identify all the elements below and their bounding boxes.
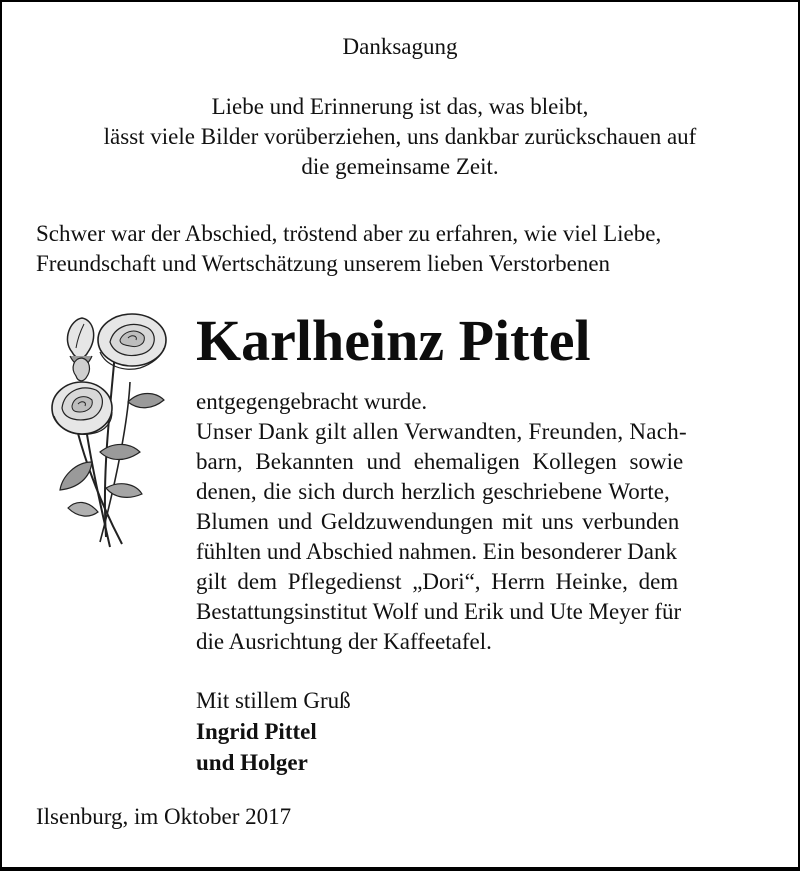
signature-family: und Holger [196,750,308,775]
body-line: Blumen und Geldzuwendungen mit uns verbunden [196,509,680,534]
thanks-text [196,387,772,657]
intro-line: Freundschaft und Wertschätzung unserem lieben Verstorbenen [36,251,611,276]
closing-greeting: Mit stillem Gruß [196,688,351,713]
intro-text [36,219,776,279]
roses-icon [40,312,174,552]
place-date: Ilsenburg, im Oktober 2017 [36,804,292,829]
signature-name: Ingrid Pittel [196,719,317,744]
body-line: entgegengebracht wurde. [196,389,428,414]
obituary-notice [2,2,798,867]
body-line: Unser Dank gilt allen Verwandten, Freunden, Nach- [196,419,687,444]
poem-line: lässt viele Bilder vorüberziehen, uns dankbar zurückschauen auf [103,124,697,149]
body-line: denen, die sich durch herzlich geschriebene Worte, [196,479,670,504]
poem-line: Liebe und Erinnerung ist das, was bleibt, [211,94,589,119]
memorial-poem [2,92,798,182]
body-line: fühlten und Abschied nahmen. Ein besonderer Dank [196,539,677,564]
body-line: Bestattungsinstitut Wolf und Erik und Ute Meyer für [196,599,682,624]
intro-line: Schwer war der Abschied, tröstend aber zu erfahren, wie viel Liebe, [36,221,662,246]
body-line: die Ausrichtung der Kaffeetafel. [196,629,492,654]
deceased-name: Karlheinz Pittel [196,308,591,373]
body-line: gilt dem Pflegedienst „Dori“, Herrn Heinke, dem [196,569,679,594]
poem-line: die gemeinsame Zeit. [301,154,499,179]
body-line: barn, Bekannten und ehemaligen Kollegen sowie [196,449,684,474]
notice-heading: Danksagung [342,34,458,59]
closing-block [196,685,351,778]
